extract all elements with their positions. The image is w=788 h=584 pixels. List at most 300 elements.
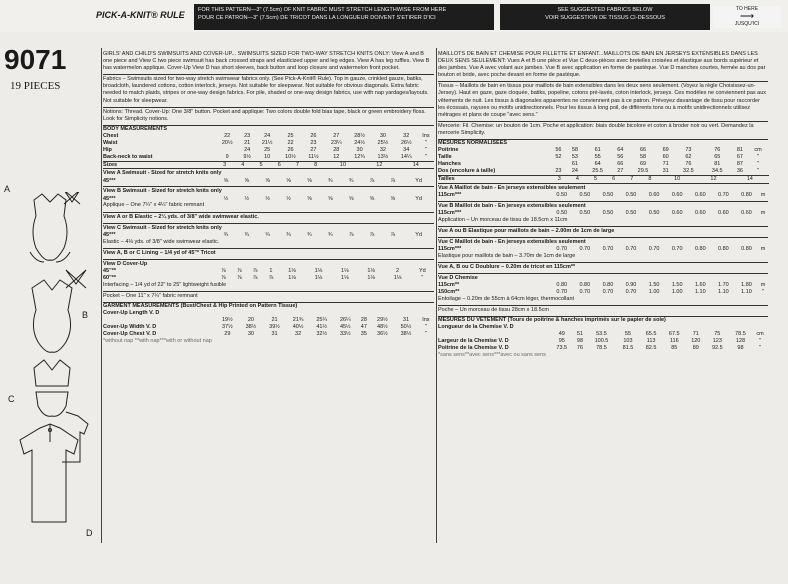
unit-cell: ": [421, 274, 424, 281]
garment-table-en: [103, 317, 434, 338]
table-row: [103, 154, 434, 161]
value-cell: 66: [617, 160, 624, 167]
garment-title-fr: MESURES DU VETEMENT (Tours de poitrine & hanches imprimés sur le papier de soie): [438, 317, 666, 324]
value-cell: 120: [691, 338, 701, 345]
value-cell: 95: [558, 338, 565, 345]
value-cell: 0.70: [718, 191, 729, 198]
table-row: [438, 154, 768, 161]
size-cell: 12: [710, 175, 717, 182]
row-label: 115cm**: [438, 282, 460, 289]
description-en: GIRLS' AND CHILD'S SWIMSUITS AND COVER-UP... SWIMSUITS SIZED FOR TWO-WAY STRETCH KNITS ONLY: View A and B one piece and View C two piece swimsuit has back crossed straps and elasticized upper and leg edges. View A has leg ruffles. View B has watermelon applique. Cover-Up View D has short sleeves, back button and loop closure and watermelon front pocket.: [103, 50, 434, 75]
value-cell: ½: [223, 195, 229, 202]
unit-cell: Ins: [422, 132, 430, 139]
row-label: [103, 317, 216, 324]
unit-cell: ": [759, 345, 761, 352]
unit-cell: m: [760, 282, 766, 289]
garment-title-en: GARMENT MEASUREMENTS (Bust/Chest & Hip Printed on Pattern Tissue): [103, 302, 298, 309]
value-cell: 69: [662, 147, 669, 154]
sizes-row-en: [103, 161, 434, 170]
value-cell: ⅝: [286, 177, 291, 184]
row-label: Largeur de la Chemise V. D: [438, 338, 509, 345]
value-cell: 73.5: [556, 345, 568, 352]
yardage-block: [438, 227, 768, 238]
value-cell: 0.80: [556, 282, 568, 289]
yardage-block: [438, 202, 768, 227]
value-cell: 128: [735, 338, 746, 345]
value-cell: 36½: [377, 330, 388, 337]
table-row: [438, 289, 768, 296]
value-cell: 0.60: [741, 209, 752, 216]
value-cell: 34.5: [711, 167, 723, 174]
yardage-block: [438, 274, 768, 306]
value-cell: 0.50: [625, 209, 637, 216]
value-cell: 22: [224, 132, 231, 139]
value-cell: 21: [244, 139, 251, 146]
value-cell: 89: [692, 345, 699, 352]
table-row: [438, 161, 768, 168]
value-cell: 1.70: [718, 282, 729, 289]
value-cell: 39½: [269, 324, 280, 331]
yardage-en: [103, 169, 434, 302]
value-cell: 0.70: [602, 289, 614, 296]
value-cell: ½: [286, 195, 291, 202]
yardage-title: Vue D Chemise: [438, 275, 478, 282]
value-cell: 49: [558, 331, 565, 338]
value-cell: 29: [224, 330, 231, 337]
row-label: Hanches: [438, 160, 461, 167]
notions-fr: Mercerie: Fil. Chemise: un bouton de 1cm. Poche et application: biais double bicolore et coton à broder noir ou vert. Demandez la mercerie Simplicity.: [438, 122, 768, 140]
yardage-block: [103, 187, 434, 212]
unit-cell: ": [424, 324, 427, 331]
yardage-block: [103, 249, 434, 260]
value-cell: 0.50: [579, 191, 591, 198]
value-cell: 38½: [400, 330, 412, 337]
unit-cell: m: [760, 245, 766, 252]
row-label: 150cm**: [438, 289, 460, 296]
pattern-number: 9071: [4, 44, 67, 75]
table-row: [103, 133, 434, 140]
value-cell: 22: [287, 139, 294, 146]
row-label: 115cm***: [438, 209, 462, 216]
value-cell: 50½: [400, 324, 412, 331]
value-cell: ⅝: [265, 177, 270, 184]
yardage-block: [438, 263, 768, 274]
value-cell: 73: [685, 147, 692, 154]
value-cell: 0.70: [671, 245, 683, 252]
row-label: Hip: [103, 146, 112, 153]
value-cell: 27: [617, 167, 624, 174]
value-cell: 103: [623, 338, 633, 345]
value-cell: 92.5: [711, 345, 723, 352]
yardage-title: Vue C Maillot de bain - En jerseys extensibles seulement: [438, 238, 586, 245]
value-cell: 10½: [285, 153, 296, 160]
value-cell: 32.5: [683, 167, 694, 174]
value-cell: 0.50: [602, 191, 614, 198]
value-cell: 0.80: [579, 282, 591, 289]
size-cell: 7: [630, 175, 634, 182]
value-cell: 23: [310, 139, 317, 146]
value-cell: 34: [403, 146, 410, 153]
to-here-en: TO HERE: [735, 6, 759, 12]
table-row: [438, 282, 768, 289]
yardage-extra: Interfacing – 1/4 yd of 22" to 25" lightweight fusible: [103, 281, 227, 288]
value-cell: ⅝: [327, 195, 333, 202]
size-cell: 6: [277, 161, 281, 168]
unit-cell: ": [762, 289, 764, 296]
yardage-extra: Elastic – 4⅛ yds. of 3/8" wide swimwear elastic.: [103, 238, 220, 245]
value-cell: 62: [685, 154, 692, 161]
value-cell: 0.70: [556, 289, 568, 296]
value-cell: 27: [310, 146, 317, 153]
yardage-table: [438, 246, 768, 253]
value-cell: 1.10: [741, 289, 752, 296]
value-cell: ¾: [223, 231, 229, 238]
table-row: [438, 338, 768, 345]
value-cell: [550, 161, 567, 168]
unit-cell: ": [759, 338, 761, 345]
unit-cell: ": [424, 153, 427, 160]
yardage-title: Vue A ou B Elastique pour maillots de bain – 2.00m de 1cm de large: [438, 227, 615, 234]
view-label-c: C: [8, 394, 15, 404]
notions-en: Notions: Thread. Cover-Up: One 3/8" button. Pocket and applique: Two colors double fold bias tape, black or green embroidery floss. Look for Simplicity notions.: [103, 108, 434, 126]
yardage-block: [103, 213, 434, 224]
value-cell: 32: [295, 330, 302, 337]
row-label: 60"**: [103, 274, 117, 281]
value-cell: 55: [624, 331, 631, 338]
value-cell: [216, 147, 239, 154]
value-cell: 26½: [400, 139, 412, 146]
suggested-banner: [500, 4, 710, 30]
value-cell: 25.5: [592, 167, 603, 174]
value-cell: 25½: [377, 139, 389, 146]
yardage-title: View A or B Elastic – 2¼ yds. of 3/8" wide swimwear elastic.: [103, 213, 259, 220]
value-cell: 0.60: [694, 191, 706, 198]
value-cell: 71: [662, 160, 669, 167]
value-cell: 0.50: [625, 191, 637, 198]
size-cell: 5: [259, 161, 263, 168]
yardage-block: [103, 224, 434, 249]
value-cell: 58: [571, 147, 578, 154]
value-cell: 0.60: [671, 209, 683, 216]
value-cell: 61: [571, 160, 578, 167]
unit-cell: Yd: [415, 195, 422, 202]
value-cell: 0.80: [718, 245, 729, 252]
row-label: 45***: [103, 231, 116, 238]
value-cell: 28: [333, 146, 340, 153]
value-cell: 64: [594, 160, 601, 167]
garment-sub-fr: Longueur de la Chemise V. D: [438, 324, 514, 331]
row-label: Cover-Up Width V. D: [103, 324, 157, 331]
value-cell: 0.70: [556, 245, 568, 252]
value-cell: ⅞: [221, 274, 226, 281]
fabrics-fr: Tissus – Maillots de bain en tissus pour maillots de bain extensibles dans les deux sens seulement. (Voyez la règle Choisissez-un-Jersey). Haut en gaze, gaze cloquée, batiks, popeline, cotons pré-lavés, coton interlock, jerseys. Ces modèles ne conviennent pas aux vêtements de nuit. Les tissus à diagonales apparentes ne conviennent pas à ce patron. Prévoyez davantage de tissu pour raccorder les écossais, rayures ou motifs unidirectionnels. Pour les tissus à long poil, de différents tons ou à motifs unidirectionnels utilisez métrages et plans de coupe "avec sens.": [438, 82, 768, 121]
value-cell: 26¼: [339, 317, 351, 324]
value-cell: ¾: [307, 231, 312, 238]
value-cell: 76: [714, 147, 721, 154]
yardage-table: [103, 232, 434, 239]
size-cell: 4: [241, 161, 245, 168]
value-cell: 1.10: [718, 289, 729, 296]
table-row: [103, 147, 434, 154]
value-cell: 1.50: [671, 282, 683, 289]
value-cell: 0.80: [741, 245, 752, 252]
value-cell: ⅝: [390, 195, 396, 202]
size-cell: 8: [648, 175, 652, 182]
yardage-title: Vue A Maillot de bain - En jerseys extensibles seulement: [438, 184, 586, 191]
french-column: [438, 50, 768, 359]
value-cell: 1.10: [694, 289, 706, 296]
stretch-banner-fr: POUR CE PATRON—3" (7.5cm) DE TRICOT DANS LA LONGUEUR DOIVENT S'ETIRER D'ICI: [198, 15, 436, 21]
yardage-extra: Applique – One 7¼" x 4¼" fabric remnant: [103, 202, 205, 209]
value-cell: 71: [692, 331, 699, 338]
value-cell: 0.80: [694, 245, 706, 252]
measurements-table-en: [103, 133, 434, 161]
yardage-block: [103, 169, 434, 187]
value-cell: 0.50: [556, 209, 568, 216]
table-row: [103, 275, 434, 282]
to-here-fr: JUSQU'ICI: [734, 21, 760, 27]
value-cell: 0.60: [718, 209, 729, 216]
measurements-table-fr: [438, 147, 768, 175]
value-cell: 0.70: [648, 245, 660, 252]
value-cell: 100.5: [594, 338, 609, 345]
row-label: Dos (encolure à taille): [438, 167, 496, 174]
value-cell: 20½: [221, 139, 233, 146]
value-cell: 30: [379, 132, 386, 139]
value-cell: ½: [265, 195, 270, 202]
value-cell: 28: [360, 317, 367, 324]
value-cell: ⅝: [348, 195, 354, 202]
value-cell: 55: [594, 154, 601, 161]
value-cell: 26: [287, 146, 294, 153]
stretch-banner-en: FOR THIS PATTERN—3" (7.5cm) OF KNIT FABRIC MUST STRETCH LENGTHWISE FROM HERE: [198, 7, 447, 13]
value-cell: 1.00: [671, 289, 683, 296]
value-cell: 9½: [243, 153, 252, 160]
unit-cell: Yd: [415, 177, 422, 184]
row-label: Poitrine: [438, 147, 459, 154]
size-cell: 12: [376, 161, 383, 168]
value-cell: 38½: [245, 324, 257, 331]
value-cell: 21½: [261, 139, 273, 146]
value-cell: 45½: [339, 324, 351, 331]
value-cell: ⅞: [252, 274, 258, 281]
value-cell: 41½: [316, 324, 328, 331]
value-cell: 98: [576, 338, 584, 345]
unit-cell: m: [760, 209, 766, 216]
value-cell: ¾: [286, 231, 291, 238]
size-cell: 14: [746, 175, 753, 182]
value-cell: 82.5: [645, 345, 657, 352]
value-cell: 75: [714, 331, 721, 338]
yardage-extra: Elastique pour maillots de bain – 3.70m de 1cm de large: [438, 252, 576, 259]
row-label: Poitrine de la Chemise V. D: [438, 345, 509, 352]
divider-middle: [436, 48, 437, 543]
table-row: [438, 345, 768, 352]
yardage-block: [438, 238, 768, 263]
value-cell: 23: [244, 132, 251, 139]
unit-cell: ": [757, 154, 760, 161]
value-cell: 1⅛: [340, 274, 349, 281]
value-cell: 67: [736, 154, 743, 161]
sizes-label: Sizes: [103, 161, 118, 168]
row-label: Chest: [103, 132, 119, 139]
value-cell: 25: [287, 132, 294, 139]
value-cell: 10: [264, 153, 271, 160]
size-cell: 4: [575, 175, 579, 182]
value-cell: 78.5: [596, 345, 607, 352]
body-measurements-title-en: BODY MEASUREMENTS: [103, 125, 168, 132]
value-cell: 14¼: [400, 153, 412, 160]
yardage-extra: Poche – Un morceau de tissu 28cm x 18.5cm: [438, 307, 549, 314]
value-cell: 30: [247, 330, 254, 337]
value-cell: 35: [360, 330, 367, 337]
value-cell: 1⅛: [393, 274, 402, 281]
yardage-block: [103, 260, 434, 292]
size-cell: 7: [295, 161, 299, 168]
value-cell: ⅝: [307, 177, 312, 184]
yardage-extra: Pocket – One 11" x 7¼" fabric remnant: [103, 292, 198, 299]
row-label: 45***: [103, 177, 116, 184]
table-row: [438, 147, 768, 154]
value-cell: 21: [271, 317, 278, 324]
value-cell: 11½: [308, 153, 319, 160]
view-drawings: [4, 184, 100, 552]
table-row: [438, 331, 768, 338]
value-cell: 0.80: [741, 191, 752, 198]
value-cell: 0.70: [602, 245, 614, 252]
value-cell: 81: [714, 160, 721, 167]
value-cell: 58: [639, 154, 647, 161]
unit-cell: ": [757, 160, 760, 167]
english-column: [103, 50, 434, 345]
value-cell: 76: [576, 345, 584, 352]
yardage-table: [103, 268, 434, 282]
value-cell: 40½: [292, 324, 304, 331]
pattern-pieces: 19 PIECES: [10, 80, 61, 92]
table-row: [103, 317, 434, 324]
to-here-box: [713, 6, 781, 28]
yardage-table: [438, 210, 768, 217]
value-cell: 36: [736, 167, 743, 174]
value-cell: 81: [736, 147, 743, 154]
stretch-banner: [194, 4, 494, 30]
value-cell: 81.5: [622, 345, 634, 352]
value-cell: 47: [360, 324, 367, 331]
value-cell: 0.50: [579, 209, 591, 216]
value-cell: 60: [662, 154, 669, 161]
value-cell: 87: [736, 160, 743, 167]
garment-table-fr: [438, 331, 768, 352]
suggested-fr: VOIR SUGGESTION DE TISSUS CI-DESSOUS: [545, 15, 665, 21]
suggested-en: SEE SUGGESTED FABRICS BELOW: [557, 7, 653, 13]
value-cell: 23: [555, 167, 562, 174]
value-cell: 76: [685, 160, 692, 167]
table-row: [103, 268, 434, 275]
value-cell: ⅞: [369, 231, 375, 238]
brand-label: PICK-A-KNIT® RULE: [96, 10, 185, 20]
value-cell: 25: [264, 146, 271, 153]
value-cell: 0.50: [602, 209, 614, 216]
row-label: Cover-Up Chest V. D: [103, 330, 157, 337]
value-cell: 21¾: [292, 317, 304, 324]
unit-cell: ": [424, 139, 427, 146]
value-cell: 19½: [221, 317, 233, 324]
value-cell: ⅞: [236, 267, 242, 274]
value-cell: ⅞: [236, 274, 242, 281]
sizes-row: [103, 161, 434, 169]
sizes-row-fr: [438, 175, 768, 184]
table-row: [103, 324, 434, 331]
value-cell: 56: [555, 147, 562, 154]
fabrics-en: Fabrics – Swimsuits sized for two-way stretch swimwear fabrics only. (See Pick-A-Knit® Rule). Top in gauze, crinkled gauze, batiks, broadcloth, laundered cottons, cotton interlock, jerseys. Not suitable for sleepwear. Not suitable for obvious diagonals. Extra fabric needed to match plaids, stripes or one-way design fabrics. For pile, shaded or one-way design fabrics, use with nap yardages/layouts. Not suitable for sleepwear.: [103, 75, 434, 107]
table-row: [103, 331, 434, 338]
value-cell: ¾: [265, 231, 270, 238]
value-cell: 0.50: [648, 209, 660, 216]
value-cell: 0.60: [671, 191, 683, 198]
value-cell: ⅞: [348, 231, 354, 238]
value-cell: 1.60: [694, 282, 706, 289]
value-cell: ⅝: [307, 195, 312, 202]
yardage-table: [103, 178, 434, 185]
row-label: 45***: [103, 195, 116, 202]
table-row: [103, 178, 434, 185]
row-label: Back-neck to waist: [103, 153, 153, 160]
row-label: Taille: [438, 154, 452, 161]
value-cell: 12¾: [354, 153, 365, 160]
value-cell: 24: [244, 146, 251, 153]
yardage-block: [103, 292, 434, 303]
unit-cell: Ins: [422, 317, 430, 324]
value-cell: 37½: [221, 324, 233, 331]
yardage-title: View D Cover-Up: [103, 260, 148, 267]
value-cell: 69: [639, 160, 647, 167]
value-cell: 32½: [316, 330, 328, 337]
value-cell: 0.60: [648, 191, 660, 198]
yardage-block: [438, 184, 768, 202]
row-label: 115cm***: [438, 191, 462, 198]
size-cell: 10: [674, 175, 681, 182]
value-cell: 1: [269, 267, 273, 274]
unit-cell: ": [424, 146, 427, 153]
size-cell: 14: [412, 161, 419, 168]
view-label-b: B: [82, 310, 89, 320]
value-cell: 78.5: [735, 331, 746, 338]
table-row: [438, 192, 768, 199]
value-cell: 48½: [377, 324, 388, 331]
value-cell: 113: [646, 338, 656, 345]
value-cell: 65.5: [645, 331, 657, 338]
sizes-row: [438, 175, 768, 183]
value-cell: 24½: [354, 139, 365, 146]
value-cell: 0.80: [602, 282, 614, 289]
top-bar: [0, 0, 788, 32]
value-cell: 1.50: [648, 282, 660, 289]
body-measurements-title-fr: MESURES NORMALISEES: [438, 140, 508, 147]
yardage-extra: Entoilage – 0.20m de 55cm à 64cm léger, thermocollant: [438, 295, 575, 302]
value-cell: 61: [594, 147, 601, 154]
footnote-en: *without nap **with nap***with or without nap: [103, 337, 212, 344]
value-cell: ⅝: [244, 177, 250, 184]
table-row: [103, 232, 434, 239]
value-cell: 1⅛: [288, 274, 296, 281]
value-cell: 1.00: [648, 289, 660, 296]
table-row: [103, 196, 434, 203]
value-cell: 1.80: [741, 282, 752, 289]
yardage-block: [438, 306, 768, 317]
value-cell: ⅞: [390, 231, 396, 238]
size-cell: 3: [223, 161, 227, 168]
value-cell: 28½: [354, 132, 365, 139]
